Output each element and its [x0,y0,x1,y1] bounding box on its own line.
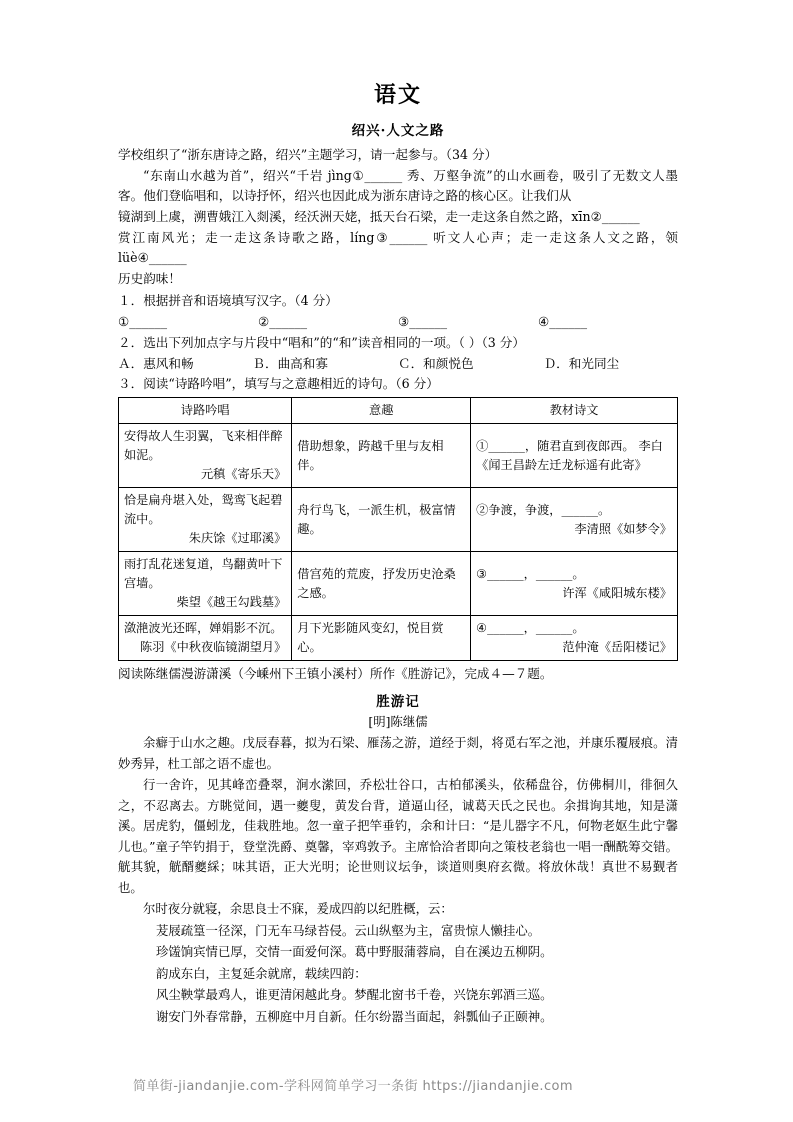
intro-paragraph: 学校组织了“浙东唐诗之路，绍兴”主题学习，请一起参与。（34 分） [118,147,498,162]
answer-blank-3[interactable]: ③______ [398,314,448,329]
passage-line-2: 镜湖到上虞，溯曹娥江入剡溪，经沃洲天姥，抵天台石梁，走一走这条自然之路，xīn②______ [118,209,640,224]
classical-verse-5: 谢安门外春常静，五柳庭中月自新。任尔纷嚣当面起，斜瓢仙子正颐神。 [156,1008,553,1024]
table-row [119,552,678,616]
textref-author: 许浑《咸阳城东楼》 [562,585,672,600]
textref-text[interactable]: ①______，随君直到夜郎西。 [476,438,635,453]
table-row [119,616,678,661]
section-title: 绍兴·人文之路 [351,123,445,139]
classical-paragraph-1: 余癖于山水之趣。戊辰春暮，拟为石梁、雁荡之游，道经于剡，将觅右军之池，并康乐覆屐痕。清妙秀异，杜工部之语不虚也。 [118,735,678,771]
classical-paragraph-3: 尔时夜分就寝，余思良士不寐，爰成四韵以纪胜概，云： [143,901,453,916]
question-2-options [118,354,678,374]
poem-text: 安得故人生羽翼，飞来相伴醉如泥。 [124,429,283,462]
classical-verse-2: 珍馐饷宾情已厚，交情一面爱何深。葛中野服蒲蓉扃，自在溪边五柳阴。 [156,944,553,959]
cell-meaning: 月下光影随风变幻，悦目赏心。 [292,616,471,661]
table-row [119,488,678,552]
cell-textref [471,552,678,616]
classical-title: 胜游记 [376,694,420,710]
table-header-meaning: 意趣 [292,398,471,424]
poem-author: 朱庆馀《过耶溪》 [188,531,287,545]
classical-verse-1: 茇屐疏篁一径深，门无车马绿苔侵。云山纵壑为主，富贵惊人懒挂心。 [156,922,541,938]
poem-text: 潋滟波光还晖，婵娟影不沉。 [124,621,283,635]
cell-textref [471,424,678,488]
answer-blank-1[interactable]: ①______ [118,314,168,329]
cell-meaning: 借宫苑的荒废，抒发历史沧桑之感。 [292,552,471,616]
textref-author: 李白《闻王昌龄左迁龙标遥有此寄》 [476,438,663,472]
question-1-answer-blanks [118,312,678,332]
answer-blank-2[interactable]: ②______ [258,314,308,329]
poem-author: 元稹《寄乐天》 [200,467,287,481]
page-title: 语文 [373,82,422,108]
document-content [118,78,678,1028]
poem-author: 陈羽《中秋夜临镜湖望月》 [140,640,287,654]
table-header-row [119,398,678,424]
poem-table [118,397,678,661]
cell-poem [119,552,292,616]
passage-line-3: 赏江南风光；走一走这条诗歌之路，líng③______ 听文人心声；走一走这条人文之路，领 lüè④______ [118,230,678,265]
passage-line-1: “东南山水越为首”，绍兴“千岩 jìng①______ 秀、万壑争流”的山水画卷，吸引了无数文人墨客。他们登临唱和，以诗抒怀，绍兴也因此成为浙东唐诗之路的核心区。让我们从 [118,168,678,203]
cell-textref [471,488,678,552]
textref-text[interactable]: ③______，______。 [476,566,585,581]
cell-meaning: 借助想象，跨越千里与友相伴。 [292,424,471,488]
cell-poem [119,424,292,488]
poem-text: 恰是扁舟堪入处，鸳鸾飞起碧流中。 [124,493,283,526]
classical-author: [明]陈继儒 [368,714,428,729]
cell-poem [119,488,292,552]
answer-blank-4[interactable]: ④______ [538,314,588,329]
passage-line-4: 历史韵味！ [118,271,181,286]
question-1: １．根据拼音和语境填写汉字。（4 分） [118,293,338,308]
footer-watermark: 简单街-jiandanjie.com-学科网简单学习一条街 https://jiandanjie.com [133,1079,573,1094]
classical-verse-4: 风尘鞅掌最鸡人，谁更清闲越此身。梦醒北窗书千卷，兴饶东郭酒三巡。 [156,987,553,1002]
poem-author: 柴望《越王勾践墓》 [176,595,287,609]
textref-text[interactable]: ④______，______。 [476,621,585,635]
table-header-poem: 诗路吟唱 [119,398,292,424]
cell-poem [119,616,292,661]
question-2: ２．选出下列加点字与片段中“唱和”的“和”读音相同的一项。（ ）（3 分） [118,335,525,350]
classical-paragraph-2: 行一舍许，见其峰峦叠翠，涧水潆回，乔松壮谷口，古柏郁溪头，依稀盘谷，仿佛桐川，徘徊久之，不忍离去。方眺觉间，遇一夔叟，黄发台背，道逼山径，诚葛天氏之民也。余揖询其地，知是潇溪。居虎豹，僵蚓龙，佳栽胜地。忽一童子把竿垂钓，余和计曰：“是儿器字不凡，何物老妪生此宁馨儿也。”童子竿钓捐于，登堂洗爵、奠馨，宰鸡敦予。主席恰洽者即向之策枝老翁也一唱一酬酰筹交错。觥其貌，觥醑夔綵；味其语，正大光明；论世则议坛争，谈道则奥府玄微。将放休哉！真世不易觐者也。 [118,777,678,895]
option-c[interactable]: Ｃ．和颜悦色 [397,356,474,371]
textref-author: 李清照《如梦令》 [574,521,672,536]
table-header-textref: 教材诗文 [471,398,678,424]
cell-meaning: 舟行鸟飞，一派生机，极富情趣。 [292,488,471,552]
question-3: ３．阅读“诗路吟唱”，填写与之意趣相近的诗句。（6 分） [118,376,439,391]
textref-text[interactable]: ②争渡，争渡，______。 [476,502,611,517]
textref-author: 范仲淹《岳阳楼记》 [562,640,672,654]
option-b[interactable]: Ｂ．曲高和寡 [252,356,328,371]
table-row [119,424,678,488]
cell-textref [471,616,678,661]
poem-text: 雨打乱花迷复道，鸟翻黄叶下宫墙。 [124,557,283,590]
option-a[interactable]: Ａ．惠风和畅 [118,356,194,371]
reading-instruction: 阅读陈继儒漫游潇溪（今嵊州下王镇小溪村）所作《胜游记》，完成４—７题。 [118,666,553,681]
classical-verse-3: 韵成东白，主复延余就席，载续四韵： [156,965,367,981]
option-d[interactable]: Ｄ．和光同尘 [543,356,620,371]
